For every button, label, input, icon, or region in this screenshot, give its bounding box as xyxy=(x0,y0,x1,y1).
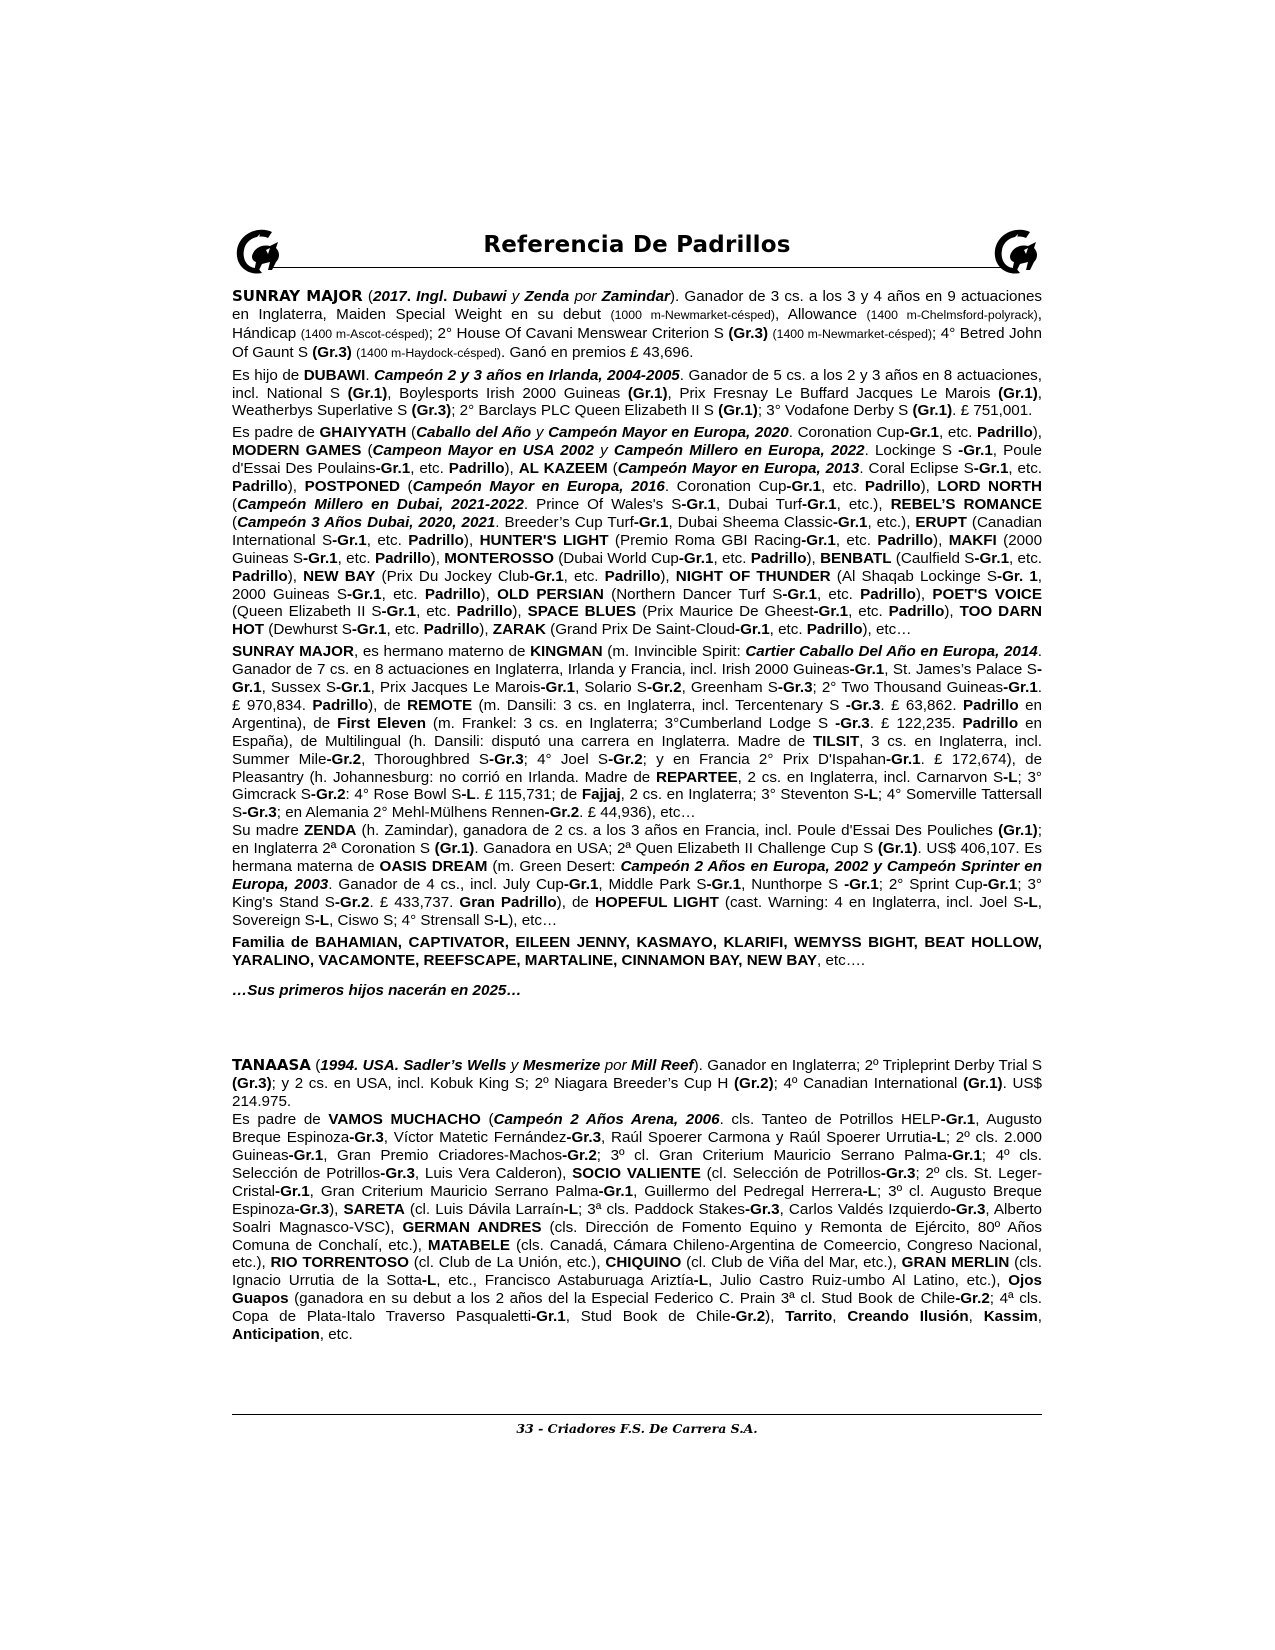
tanaasa-intro: TANAASA (1994. USA. Sadler’s Wells y Mesmerize por Mill Reef). Ganador en Inglaterra; 2º Tripleprint Derby Trial S (Gr.3); y 2 cs. en USA, incl. Kobuk King S; 2º Niagara Breeder’s Cup H (Gr.2); 4º Canadian International (Gr.1). US$ 214.975. xyxy=(232,1056,1042,1111)
family-paragraph: Familia de BAHAMIAN, CAPTIVATOR, EILEEN JENNY, KASMAYO, KLARIFI, WEMYSS BIGHT, BEAT HOLLOW, YARALINO, VACAMONTE, REEFSCAPE, MARTALINE, CINNAMON BAY, NEW BAY, etc…. xyxy=(232,933,1042,969)
horse-name: SUNRAY MAJOR xyxy=(232,287,363,305)
sire-progeny-paragraph: Es padre de GHAIYYATH (Caballo del Año y Campeón Mayor en Europa, 2020. Coronation Cup-Gr.1, etc. Padrillo), MODERN GAMES (Campeon Mayor en USA 2002 y Campeón Millero en Europa, 2022. Lockinge S -Gr.1, Poule d'Essai Des Poulains-Gr.1, etc. Padrillo), AL KAZEEM (Campeón Mayor en Europa, 2013. Coral Eclipse S-Gr.1, etc. Padrillo), POSTPONED (Campeón Mayor en Europa, 2016. Coronation Cup-Gr.1, etc. Padrillo), LORD NORTH (Campeón Millero en Dubai, 2021-2022. Prince Of Wales's S-Gr.1, Dubai Turf-Gr.1, etc.), REBEL’S ROMANCE (Campeón 3 Años Dubai, 2020, 2021. Breeder’s Cup Turf-Gr.1, Dubai Sheema Classic-Gr.1, etc.), ERUPT (Canadian International S-Gr.1, etc. Padrillo), HUNTER'S LIGHT (Premio Roma GBI Racing-Gr.1, etc. Padrillo), MAKFI (2000 Guineas S-Gr.1, etc. Padrillo), MONTEROSSO (Dubai World Cup-Gr.1, etc. Padrillo), BENBATL (Caulfield S-Gr.1, etc. Padrillo), NEW BAY (Prix Du Jockey Club-Gr.1, etc. Padrillo), NIGHT OF THUNDER (Al Shaqab Lockinge S-Gr. 1, 2000 Guineas S-Gr.1, etc. Padrillo), OLD PERSIAN (Northern Dancer Turf S-Gr.1, etc. Padrillo), POET'S VOICE (Queen Elizabeth II S-Gr.1, etc. Padrillo), SPACE BLUES (Prix Maurice De Gheest-Gr.1, etc. Padrillo), TOO DARN HOT (Dewhurst S-Gr.1, etc. Padrillo), ZARAK (Grand Prix De Saint-Cloud-Gr.1, etc. Padrillo), etc… xyxy=(232,424,1043,639)
page-title: Referencia De Padrillos xyxy=(483,232,791,258)
horse-logo-icon xyxy=(990,226,1042,278)
dam-paragraph: Su madre ZENDA (h. Zamindar), ganadora de 2 cs. a los 3 años en Francia, incl. Poule d'Essai Des Pouliches (Gr.1); en Inglaterra 2ª Coronation S (Gr.1). Ganadora en USA; 2ª Quen Elizabeth II Challenge Cup S (Gr.1). US$ 406,107. Es hermana materna de OASIS DREAM (m. Green Desert: Campeón 2 Años en Europa, 2002 y Campeón Sprinter en Europa, 2003. Ganador de 4 cs., incl. July Cup-Gr.1, Middle Park S-Gr.1, Nunthorpe S -Gr.1; 2° Sprint Cup-Gr.1; 3° King's Stand S-Gr.2. £ 433,737. Gran Padrillo), de HOPEFUL LIGHT (cast. Warning: 4 en Inglaterra, incl. Joel S-L, Sovereign S-L, Ciswo S; 4° Strensall S-L), etc… xyxy=(232,822,1042,929)
siblings-paragraph: SUNRAY MAJOR, es hermano materno de KINGMAN (m. Invincible Spirit: Cartier Caballo Del Año en Europa, 2014. Ganador de 7 cs. en 8 actuaciones en Inglaterra, Irlanda y Francia, incl. Irish 2000 Guineas-Gr.1, St. James’s Palace S-Gr.1, Sussex S-Gr.1, Prix Jacques Le Marois-Gr.1, Solario S-Gr.2, Greenham S-Gr.3; 2° Two Thousand Guineas-Gr.1. £ 970,834. Padrillo), de REMOTE (m. Dansili: 3 cs. en Inglaterra, incl. Tercentenary S -Gr.3. £ 63,862. Padrillo en Argentina), de First Eleven (m. Frankel: 3 cs. en Inglaterra; 3°Cumberland Lodge S -Gr.3. £ 122,235. Padrillo en España), de Multilingual (h. Dansili: disputó una carrera en Inglaterra. Madre de TILSIT, 3 cs. en Inglaterra, incl. Summer Mile-Gr.2, Thoroughbred S-Gr.3; 4° Joel S-Gr.2; y en Francia 2° Prix D'Ispahan-Gr.1. £ 172,674), de Pleasantry (h. Johannesburg: no corrió en Irlanda. Madre de REPARTEE, 2 cs. en Inglaterra, incl. Carnarvon S-L; 3° Gimcrack S-Gr.2: 4° Rose Bowl S-L. £ 115,731; de Fajjaj, 2 cs. en Inglaterra; 3° Steventon S-L; 4° Somerville Tattersall S-Gr.3; en Alemania 2° Mehl-Mülhens Rennen-Gr.2. £ 44,936), etc… xyxy=(232,643,1043,822)
horse-name: TANAASA xyxy=(232,1056,311,1075)
page-header xyxy=(232,222,1042,280)
sire-paragraph: Es hijo de DUBAWI. Campeón 2 y 3 años en Irlanda, 2004-2005. Ganador de 5 cs. a los 2 y 3 años en 8 actuaciones, incl. National S (Gr.1), Boylesports Irish 2000 Guineas (Gr.1), Prix Fresnay Le Buffard Jacques Le Marois (Gr.1), Weatherbys Superlative S (Gr.3); 2° Barclays PLC Queen Elizabeth II S (Gr.1); 3° Vodafone Derby S (Gr.1). £ 751,001. xyxy=(232,366,1042,420)
page-footer: 33 - Criadores F.S. De Carrera S.A. xyxy=(516,1421,758,1436)
first-foals-note: …Sus primeros hijos nacerán en 2025… xyxy=(232,981,522,999)
page xyxy=(232,222,1042,1344)
tanaasa-progeny-paragraph: Es padre de VAMOS MUCHACHO (Campeón 2 Años Arena, 2006. cls. Tanteo de Potrillos HELP-Gr.1, Augusto Breque Espinoza-Gr.3, Víctor Matetic Fernández-Gr.3, Raúl Spoerer Carmona y Raúl Spoerer Urrutia-L; 2º cls. 2.000 Guineas-Gr.1, Gran Premio Criadores-Machos-Gr.2; 3º cl. Gran Criterium Mauricio Serrano Palma-Gr.1; 4º cls. Selección de Potrillos-Gr.3, Luis Vera Calderon), SOCIO VALIENTE (cl. Selección de Potrillos-Gr.3; 2º cls. St. Leger-Cristal-Gr.1, Gran Criterium Mauricio Serrano Palma-Gr.1, Guillermo del Pedregal Herrera-L; 3º cl. Augusto Breque Espinoza-Gr.3), SARETA (cl. Luis Dávila Larraín-L; 3ª cls. Paddock Stakes-Gr.3, Carlos Valdés Izquierdo-Gr.3, Alberto Soalri Magnasco-VSC), GERMAN ANDRES (cls. Dirección de Fomento Equino y Remonta de Ejército, 80º Años Comuna de Conchalí, etc.), MATABELE (cls. Canadá, Cámara Chileno-Argentina de Comeercio, Congreso Nacional, etc.), RIO TORRENTOSO (cl. Club de La Unión, etc.), CHIQUINO (cl. Club de Viña del Mar, etc.), GRAN MERLIN (cls. Ignacio Urrutia de la Sotta-L, etc., Francisco Astaburuaga Ariztía-L, Julio Castro Ruiz-umbo Al Latino, etc.), Ojos Guapos (ganadora en su debut a los 2 años del la Especial Federico C. Prain 3ª cl. Stud Book de Chile-Gr.2; 4ª cls. Copa de Plata-Italo Traverso Pasqualetti-Gr.1, Stud Book de Chile-Gr.2), Tarrito, Creando Ilusión, Kassim, Anticipation, etc. xyxy=(232,1111,1043,1344)
header-divider xyxy=(272,267,1002,268)
sunray-major-intro: SUNRAY MAJOR (2017. Ingl. Dubawi y Zenda por Zamindar). Ganador de 3 cs. a los 3 y 4 años en 9 actuaciones en Inglaterra, Maiden Special Weight en su debut (1000 m-Newmarket-césped), Allowance (1400 m-Chelmsford-polyrack), Hándicap (1400 m-Ascot-césped); 2° House Of Cavani Menswear Criterion S (Gr.3) (1400 m-Newmarket-césped); 4° Betred John Of Gaunt S (Gr.3) (1400 m-Haydock-césped). Ganó en premios £ 43,696. xyxy=(232,287,1043,361)
footer-divider xyxy=(232,1414,1042,1415)
